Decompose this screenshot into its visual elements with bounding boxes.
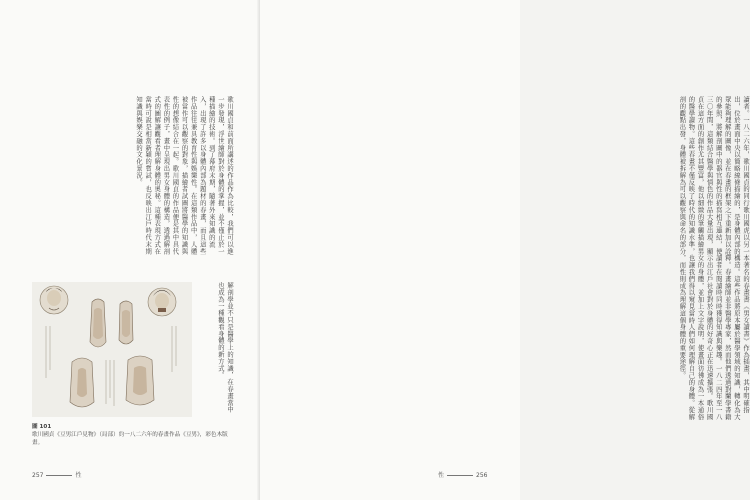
folio-rule bbox=[447, 475, 473, 476]
left-page-lower-text bbox=[196, 282, 234, 417]
anatomical-print-illustration bbox=[32, 282, 192, 417]
left-page-folio bbox=[32, 470, 81, 479]
figure-caption-label: 圖 101 bbox=[32, 424, 52, 430]
left-page-upper-paragraph: 歌川國貞和前面所講述的作品作為比較，我們可以進一步發現，浮世繪師對於身體的掌握，並不僅止於一種描繪的技術。到了幕府末期，隨著外來知識的流入，出現了許多以身體內部為題材的春畫，而且這些作品往往兼具教育性與娛樂性。在這類作品中，人體被當作可以觀察的對象，描繪者試圖將醫學的知識與性的想像結合在一起。歌川國貞的作品便是其中具代表性的例子，畫中呈現出男女身體的構造，透過解剖式的圖解讓觀看者理解身體的奧秘。這種表現方式在當時可說是相當新穎的嘗試，也反映出江戶時代末期知識與娛樂交融的文化景況。 bbox=[135, 96, 233, 255]
left-page-lower-paragraph: 解剖學並不只是醫學上的知識，在春畫當中也成為一種觀看身體的新方式。 bbox=[216, 282, 233, 414]
right-page-section: 性 bbox=[438, 472, 445, 479]
left-page bbox=[0, 0, 260, 500]
right-page-paragraph: 讀者。一八二六年，歌川國貞的同行歌川國虎以另一本著名的春畫書《男女讀書》作為插畫，其中明確指出，位於畫面中央以簡略線條描繪的，是身體內部的構造。這些作品將原本屬於醫學領域的知識，轉化為大眾能夠理解的圖像，並在春畫的框架之下重新加以詮釋。春畫繪師並非醫學專家，然而他們透過對蘭學書籍的參照，將解剖圖中的器官與性的描寫相互連結，使讀者在閱讀時同時獲得知識與樂趣。一八二四年至一八三〇年間，這類結合醫學與情色的作品大量出現，顯示出江戶社會對於身體的好奇心正在迅速擴張。歌川國貞在這方面的創作尤其豐富，他以細緻的筆觸描繪男女的身體，並加上文字說明，使畫面彷彿成為一本通俗的醫學讀物。這些春畫不僅反映了時代的知識水準，也讓我們得以窺見當時人們如何理解自己的身體。從解剖的觀點出發，身體被拆解為可以觀察與命名的部分，而性則成為理解這個身體的重要途徑。 bbox=[678, 96, 749, 421]
right-page-text bbox=[544, 96, 750, 424]
figure-caption bbox=[32, 423, 236, 447]
folio-rule bbox=[46, 475, 72, 476]
figure-caption-text: 歌川國貞《豆男江戶見物》（局部）約一八二六年的春畫作品《豆男》，彩色木版畫。 bbox=[32, 432, 228, 446]
left-page-number: 257 bbox=[32, 472, 44, 479]
left-page-upper-text bbox=[32, 96, 234, 259]
left-page-section: 性 bbox=[75, 472, 82, 479]
right-page-folio bbox=[438, 470, 487, 479]
right-page bbox=[260, 0, 749, 500]
figure-101-image bbox=[32, 282, 192, 417]
right-page-number: 256 bbox=[476, 472, 488, 479]
